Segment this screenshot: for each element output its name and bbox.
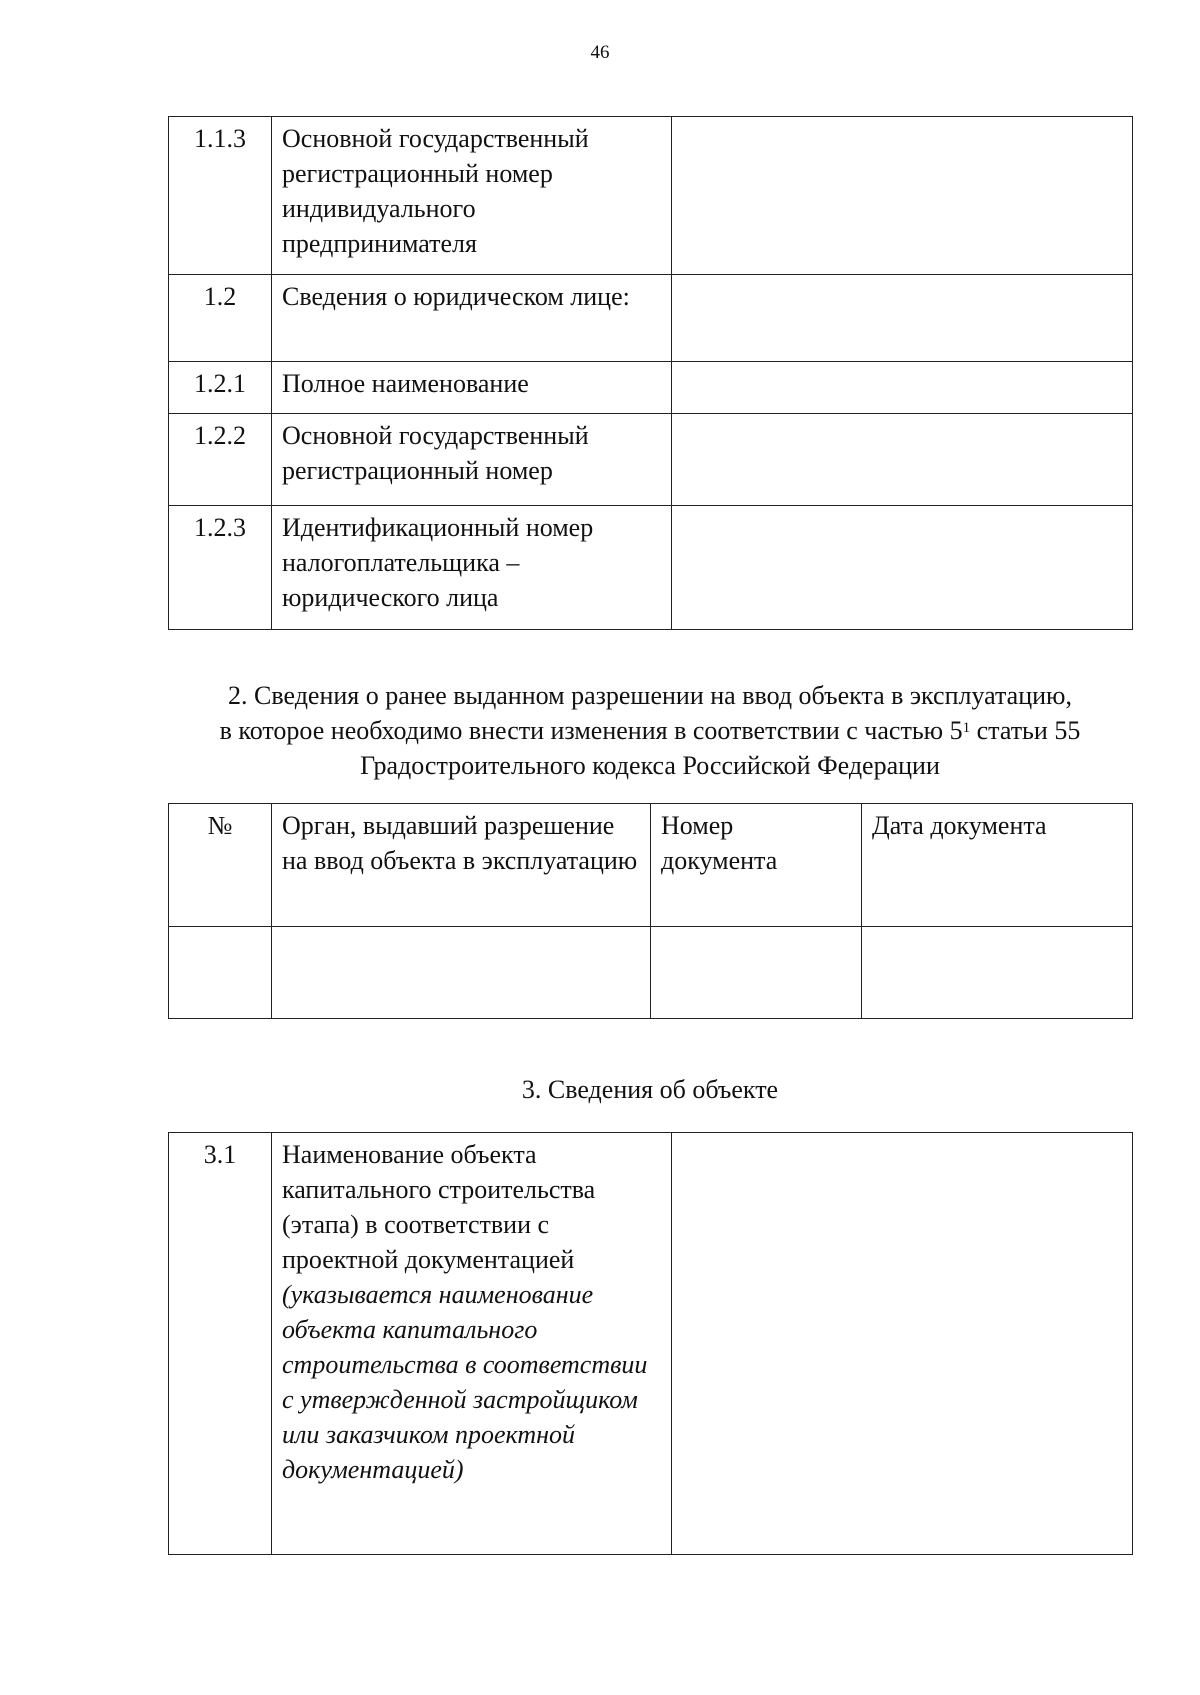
table-row [169,927,1133,1019]
row-number: 1.1.3 [169,117,272,275]
column-header: Номер документа [651,804,862,927]
row-number: 1.2 [169,275,272,362]
row-value-field[interactable] [672,506,1133,630]
column-header: Орган, выдавший разрешение на ввод объекта в эксплуатацию [272,804,651,927]
table-row [169,1133,1133,1555]
table-header-row [169,804,1133,927]
table-row [169,506,1133,630]
row-value-field[interactable] [672,414,1133,506]
cell-document-date-field[interactable] [862,927,1133,1019]
row-number: 1.2.2 [169,414,272,506]
table-row [169,362,1133,414]
row-number: 3.1 [169,1133,272,1555]
row-label: Основной государственный регистрационный номер [272,414,672,506]
applicant-info-table [168,116,1133,630]
section-2-heading [150,678,1150,783]
row-value-field[interactable] [672,362,1133,414]
row-label-cell [272,1133,672,1555]
column-header: Дата документа [862,804,1133,927]
cell-authority-field[interactable] [272,927,651,1019]
cell-number-field[interactable] [169,927,272,1019]
section-2-heading-line-3: Градостроительного кодекса Российской Федерации [360,751,940,780]
row-value-field[interactable] [672,1133,1133,1555]
row-hint: (указывается наименование объекта капитального строительства в соответствии с утвержденной застройщиком или заказчиком проектной документацией) [282,1280,648,1484]
section-3-heading: 3. Сведения об объекте [521,1075,779,1104]
row-label: Полное наименование [272,362,672,414]
column-header: № [169,804,272,927]
row-label: Сведения о юридическом лице: [272,275,672,362]
row-value-field[interactable] [672,275,1133,362]
row-label: Основной государственный регистрационный номер индивидуального предпринимателя [272,117,672,275]
table-row [169,117,1133,275]
row-number: 1.2.3 [169,506,272,630]
superscript: 1 [962,720,971,736]
section-2-heading-line-2: в которое необходимо внести изменения в соответствии с частью $5^1$ статьи 55 [219,716,1081,745]
row-value-field[interactable] [672,117,1133,275]
table-row [169,275,1133,362]
object-info-table [168,1132,1133,1555]
page-number: 46 [590,42,610,63]
row-number: 1.2.1 [169,362,272,414]
cell-document-number-field[interactable] [651,927,862,1019]
section-2-heading-line-1: 2. Сведения о ранее выданном разрешении на ввод объекта в эксплуатацию, [228,681,1072,710]
previous-permit-table [168,803,1133,1019]
row-label: Идентификационный номер налогоплательщика – юридического лица [272,506,672,630]
row-label: Наименование объекта капитального строительства (этапа) в соответствии с проектной документацией [282,1140,596,1274]
table-row [169,414,1133,506]
